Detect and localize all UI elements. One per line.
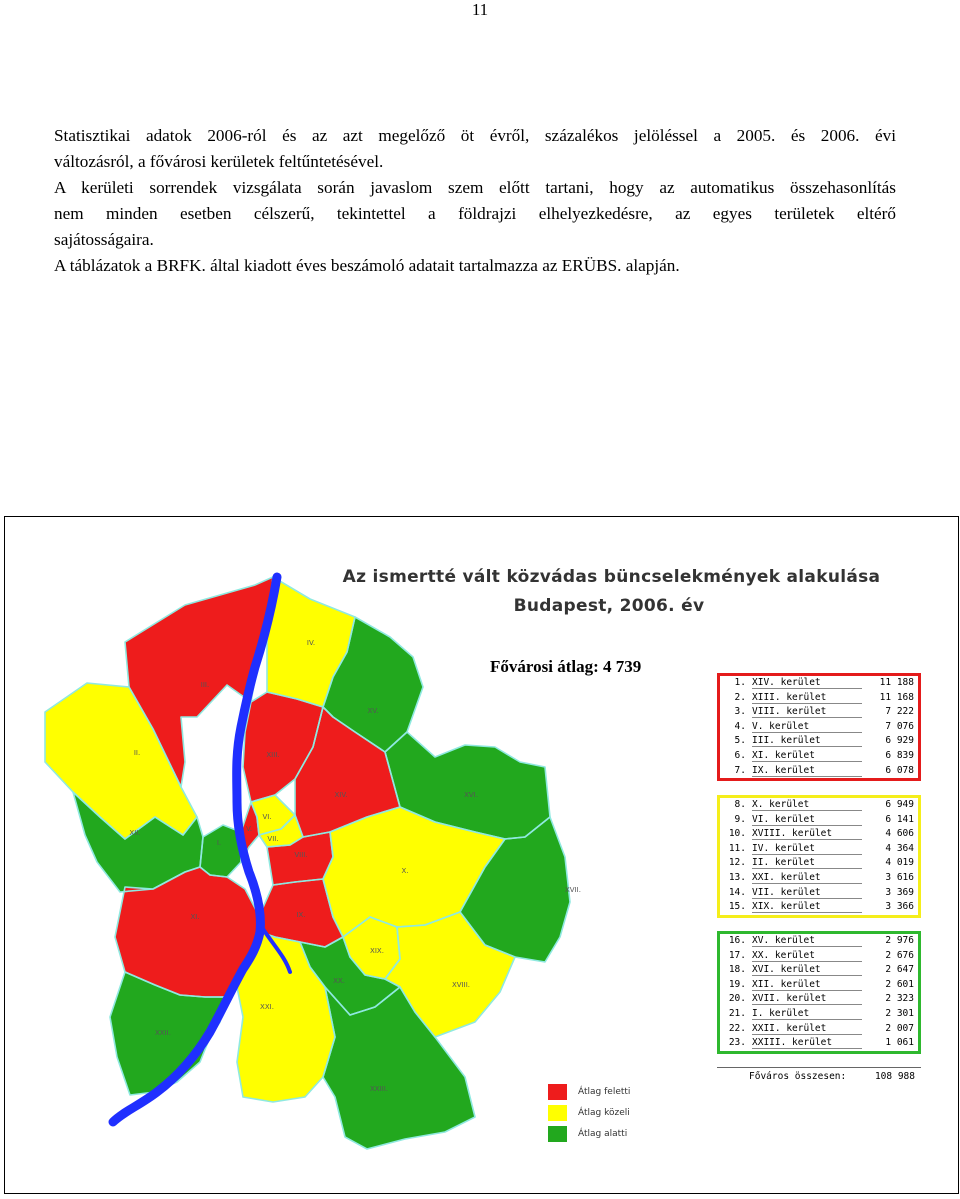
district-name: XVIII. kerület [752, 827, 862, 840]
ranking-row [720, 827, 918, 842]
ranking-row [720, 871, 918, 886]
ranking-row [720, 734, 918, 749]
district-name: III. kerület [752, 734, 862, 747]
district-label-xvi: XVI. [464, 791, 478, 799]
ranking-row [720, 856, 918, 871]
district-label-xv: XV. [367, 707, 379, 715]
crime-count: 3 369 [885, 886, 914, 898]
rank-number: 11. [728, 842, 746, 854]
district-name: IV. kerület [752, 842, 862, 855]
crime-count: 2 323 [885, 993, 914, 1005]
total-row [717, 1067, 921, 1085]
crime-count: 2 676 [885, 949, 914, 961]
rank-number: 20. [728, 993, 746, 1005]
rank-number: 16. [728, 935, 746, 946]
total-label: Főváros összesen: [749, 1071, 847, 1082]
district-label-xxi: XXI. [260, 1003, 274, 1011]
total-value: 108 988 [874, 1071, 915, 1082]
source-paragraph [54, 253, 896, 279]
district-name: XXI. kerület [752, 871, 862, 884]
rank-number: 21. [728, 1007, 746, 1019]
district-name: II. kerület [752, 856, 862, 869]
rank-number: 5. [734, 735, 746, 747]
ranking-row [720, 798, 918, 813]
rank-number: 3. [734, 706, 746, 718]
rank-number: 23. [728, 1037, 746, 1049]
legend-label-above: Átlag feletti [578, 1087, 631, 1097]
source-line-1: A táblázatok a BRFK. által kiadott éves beszámoló adatait tartalmazza az ERÜBS. alapján. [54, 256, 680, 275]
ranking-row [720, 691, 918, 706]
crime-count: 4 364 [885, 842, 914, 854]
district-name: XII. kerület [752, 978, 862, 991]
rank-number: 2. [734, 691, 746, 703]
ranking-row [720, 949, 918, 964]
ranking-row [720, 992, 918, 1007]
district-label-xx: XX. [333, 977, 345, 985]
district-label-xiv: XIV. [334, 791, 348, 799]
district-label-xiii: XIII. [266, 751, 280, 759]
crime-count: 6 141 [885, 813, 914, 825]
ranking-row [720, 1022, 918, 1037]
crime-count: 6 078 [885, 764, 914, 776]
crime-count: 3 366 [885, 901, 914, 913]
crime-count: 6 839 [885, 749, 914, 761]
rank-number: 22. [728, 1022, 746, 1034]
district-name: VII. kerület [752, 886, 862, 899]
crime-count: 2 647 [885, 964, 914, 976]
crime-count: 2 007 [885, 1022, 914, 1034]
district-label-viii: VIII. [294, 851, 308, 859]
ranking-row [720, 749, 918, 764]
district-name: V. kerület [752, 720, 862, 733]
crime-count: 7 076 [885, 720, 914, 732]
ranking-row [720, 720, 918, 735]
rank-number: 9. [734, 813, 746, 825]
rank-number: 19. [728, 978, 746, 990]
district-name: VI. kerület [752, 813, 862, 826]
ranking-row [720, 900, 918, 915]
district-name: XI. kerület [752, 749, 862, 762]
intro-line-2: változásról, a fővárosi kerületek feltűntetésével. [54, 152, 384, 171]
rank-number: 17. [728, 949, 746, 961]
district-shapes [45, 577, 570, 1149]
district-label-x: X. [401, 867, 409, 875]
method-paragraph [54, 175, 896, 253]
ranking-row [720, 1007, 918, 1022]
district-name: X. kerület [752, 798, 862, 811]
crime-count: 11 188 [879, 677, 914, 688]
ranking-row [720, 1036, 918, 1051]
crime-count: 2 976 [885, 935, 914, 946]
district-label-v: V. [245, 825, 253, 833]
rank-number: 7. [734, 764, 746, 776]
crime-count: 6 949 [885, 799, 914, 810]
district-name: XXII. kerület [752, 1022, 862, 1035]
district-label-iii: III. [200, 681, 210, 689]
ranking-group-near [717, 795, 921, 918]
map-subtitle: Budapest, 2006. év [513, 596, 705, 616]
district-label-i: I. [216, 839, 222, 847]
ranking-group-below [717, 931, 921, 1054]
district-name: VIII. kerület [752, 705, 862, 718]
map-title: Az ismertté vált közvádas büncselekmények alakulása [342, 567, 881, 587]
district-label-vi: VI. [262, 813, 272, 821]
ranking-row [720, 764, 918, 779]
crime-count: 11 168 [879, 691, 914, 703]
district-label-xvii: XVII. [565, 886, 581, 894]
crime-count: 1 061 [885, 1037, 914, 1049]
intro-paragraph [54, 123, 896, 175]
rank-number: 12. [728, 857, 746, 869]
district-label-xviii: XVIII. [451, 981, 471, 989]
district-label-vii: VII. [267, 835, 279, 843]
crime-map-figure [4, 516, 959, 1194]
crime-count: 4 019 [885, 857, 914, 869]
district-label-xxiii: XXIII. [369, 1085, 389, 1093]
district-label-xxii: XXII. [155, 1029, 171, 1037]
district-label-iv: IV. [306, 639, 316, 647]
ranking-row [720, 963, 918, 978]
ranking-row [720, 934, 918, 949]
district-name: IX. kerület [752, 764, 862, 777]
legend-label-below: Átlag alatti [578, 1129, 628, 1139]
crime-count: 2 601 [885, 978, 914, 990]
crime-count: 6 929 [885, 735, 914, 747]
crime-count: 4 606 [885, 828, 914, 840]
legend-label-near: Átlag közeli [578, 1108, 630, 1118]
legend-swatch-above [548, 1084, 567, 1100]
rank-number: 8. [734, 799, 746, 810]
legend-swatch-near [548, 1105, 567, 1121]
rank-number: 13. [728, 871, 746, 883]
ranking-row [720, 813, 918, 828]
district-label-ii: II. [133, 749, 141, 757]
method-line-3: sajátosságaira. [54, 230, 154, 249]
district-label-xii: XII. [129, 829, 141, 837]
district-name: XIX. kerület [752, 900, 862, 913]
rank-number: 15. [728, 901, 746, 913]
intro-line-1: Statisztikai adatok 2006-ról és az azt megelőző öt évről, százalékos jelöléssel a 2005. és 2006. évi [54, 126, 896, 145]
district-label-ix: IX. [296, 911, 306, 919]
ranking-group-above [717, 673, 921, 781]
district-label-xi: XI. [190, 913, 200, 921]
crime-count: 3 616 [885, 871, 914, 883]
ranking-row [720, 842, 918, 857]
ranking-row [720, 676, 918, 691]
crime-count: 2 301 [885, 1007, 914, 1019]
method-line-2: nem minden esetben célszerű, tekintettel a földrajzi elhelyezkedésre, az egyes területek eltérő [54, 204, 896, 223]
rank-number: 10. [728, 828, 746, 840]
district-name: XXIII. kerület [752, 1036, 862, 1049]
district-label-xix: XIX. [370, 947, 384, 955]
rank-number: 18. [728, 964, 746, 976]
crime-count: 7 222 [885, 706, 914, 718]
district-name: XVII. kerület [752, 992, 862, 1005]
rank-number: 1. [734, 677, 746, 688]
district-name: XX. kerület [752, 949, 862, 962]
rank-number: 14. [728, 886, 746, 898]
rank-number: 6. [734, 749, 746, 761]
ranking-row [720, 886, 918, 901]
ranking-row [720, 978, 918, 993]
page-number: 11 [471, 0, 489, 19]
rank-number: 4. [734, 720, 746, 732]
method-line-1: A kerületi sorrendek vizsgálata során javaslom szem előtt tartani, hogy az automatikus összehasonlítás [54, 178, 896, 197]
city-average-label: Fővárosi átlag: 4 739 [490, 657, 642, 676]
district-name: I. kerület [752, 1007, 862, 1020]
legend-swatch-below [548, 1126, 567, 1142]
district-name: XIV. kerület [752, 676, 862, 689]
district-name: XVI. kerület [752, 963, 862, 976]
ranking-row [720, 705, 918, 720]
district-name: XV. kerület [752, 934, 862, 947]
district-name: XIII. kerület [752, 691, 862, 704]
